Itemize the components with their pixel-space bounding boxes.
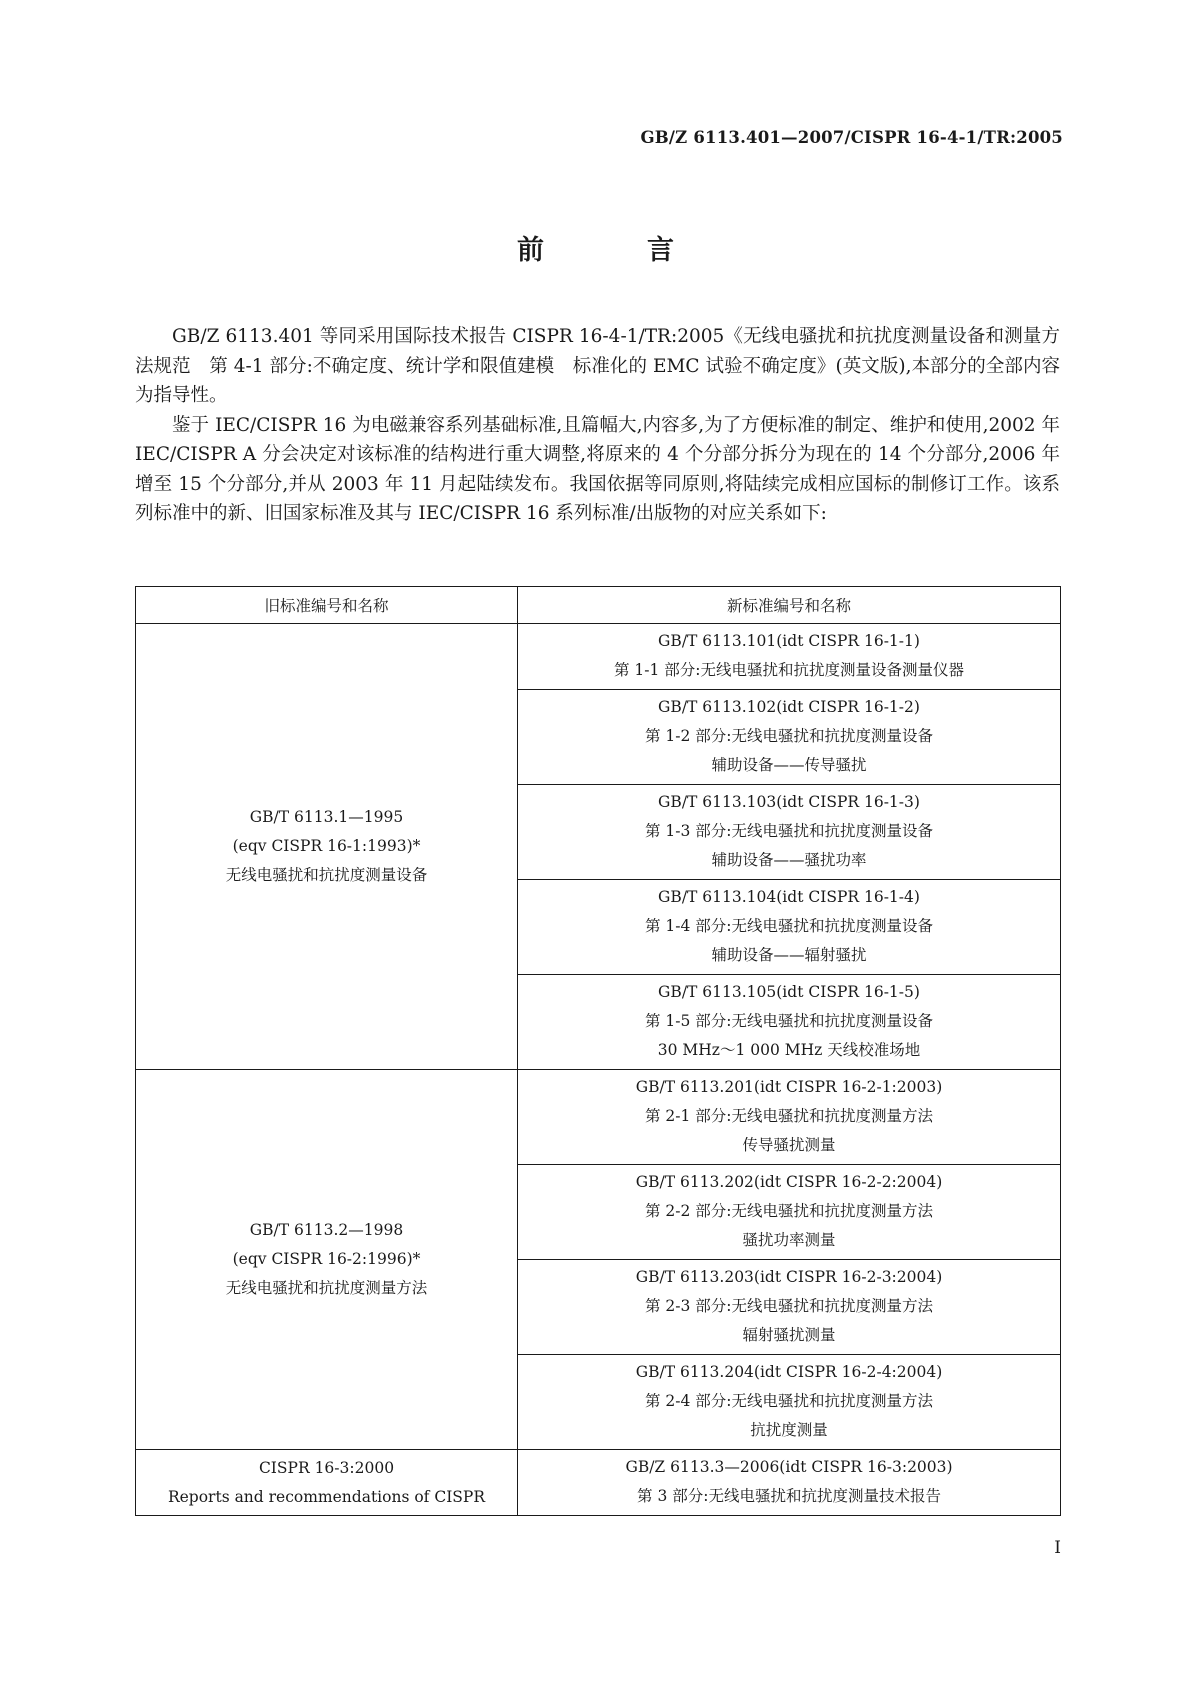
new-standard-number: GB/T 6113.202(idt CISPR 16-2-2:2004): [635, 1173, 943, 1191]
new-standard-cell: [518, 1355, 1061, 1450]
new-standard-cell: [518, 1070, 1061, 1165]
new-standard-cell: [518, 975, 1061, 1070]
new-standard-number: GB/T 6113.105(idt CISPR 16-1-5): [658, 983, 920, 1001]
new-standard-name: 第 2-2 部分:无线电骚扰和抗扰度测量方法: [644, 1202, 934, 1220]
new-standard-cell: [518, 624, 1061, 690]
new-standard-number: GB/T 6113.101(idt CISPR 16-1-1): [658, 632, 920, 650]
new-standard-name: 第 2-4 部分:无线电骚扰和抗扰度测量方法: [644, 1392, 934, 1410]
new-standard-number: GB/T 6113.103(idt CISPR 16-1-3): [658, 793, 920, 811]
old-standard-column-header: 旧标准编号和名称: [136, 587, 518, 624]
new-standard-subtitle: 传导骚扰测量: [742, 1136, 836, 1154]
old-standard-cell: [136, 624, 518, 1070]
new-standard-name: 第 3 部分:无线电骚扰和抗扰度测量技术报告: [637, 1487, 941, 1505]
foreword-body: [135, 322, 1060, 529]
old-standard-number: CISPR 16-3:2000: [258, 1458, 395, 1477]
table-row: [136, 1450, 1061, 1516]
paragraph: GB/Z 6113.401 等同采用国际技术报告 CISPR 16-4-1/TR:2005《无线电骚扰和抗扰度测量设备和测量方法规范 第 4-1 部分:不确定度、统计学和限值建模 标准化的 EMC 试验不确定度》(英文版),本部分的全部内容为指导性。: [135, 326, 1061, 406]
old-standard-name: 无线电骚扰和抗扰度测量方法: [225, 1279, 428, 1297]
new-standard-name: 第 1-4 部分:无线电骚扰和抗扰度测量设备: [644, 917, 934, 935]
new-standard-column-header: 新标准编号和名称: [518, 587, 1061, 624]
new-standard-subtitle: 抗扰度测量: [750, 1421, 828, 1439]
old-standard-name: 无线电骚扰和抗扰度测量设备: [225, 866, 428, 884]
new-standard-cell: [518, 880, 1061, 975]
old-standard-cell: [136, 1450, 518, 1516]
table-row: [136, 624, 1061, 690]
old-standard-equivalence: (eqv CISPR 16-2:1996)*: [232, 1250, 421, 1268]
new-standard-cell: [518, 1165, 1061, 1260]
new-standard-name: 第 2-1 部分:无线电骚扰和抗扰度测量方法: [644, 1107, 934, 1125]
new-standard-cell: [518, 1450, 1061, 1516]
new-standard-number: GB/Z 6113.3—2006(idt CISPR 16-3:2003): [625, 1458, 953, 1476]
new-standard-number: GB/T 6113.203(idt CISPR 16-2-3:2004): [635, 1268, 943, 1286]
paragraph: 鉴于 IEC/CISPR 16 为电磁兼容系列基础标准,且篇幅大,内容多,为了方便标准的制定、维护和使用,2002 年 IEC/CISPR A 分会决定对该标准的结构进行重大调整,将原来的 4 个分部分拆分为现在的 14 个分部分,2006 年增至 15 个分部分,并从 2003 年 11 月起陆续发布。我国依据等同原则,将陆续完成相应国标的制修订工作。该系列标准中的新、旧国家标准及其与 IEC/CISPR 16 系列标准/出版物的对应关系如下:: [135, 414, 1060, 524]
new-standard-number: GB/T 6113.104(idt CISPR 16-1-4): [658, 888, 920, 906]
new-standard-subtitle: 骚扰功率测量: [742, 1231, 836, 1249]
page-number: I: [1054, 1538, 1061, 1558]
table-header-row: [136, 587, 1061, 624]
new-standard-name: 第 1-1 部分:无线电骚扰和抗扰度测量设备测量仪器: [613, 661, 965, 679]
page-header-standard-id: GB/Z 6113.401—2007/CISPR 16-4-1/TR:2005: [640, 128, 1063, 147]
page-title: 前 言: [517, 235, 712, 266]
new-standard-cell: [518, 690, 1061, 785]
new-standard-subtitle: 辅助设备——辐射骚扰: [711, 946, 867, 964]
new-standard-subtitle: 辅助设备——传导骚扰: [711, 756, 867, 774]
new-standard-name: 第 1-2 部分:无线电骚扰和抗扰度测量设备: [644, 727, 934, 745]
table-row: [136, 1070, 1061, 1165]
new-standard-number: GB/T 6113.204(idt CISPR 16-2-4:2004): [635, 1363, 943, 1381]
new-standard-subtitle: 辅助设备——骚扰功率: [711, 851, 867, 869]
old-standard-name: Reports and recommendations of CISPR: [167, 1487, 486, 1506]
new-standard-number: GB/T 6113.201(idt CISPR 16-2-1:2003): [635, 1078, 943, 1096]
old-standard-number: GB/T 6113.2—1998: [249, 1221, 404, 1239]
new-standard-name: 第 2-3 部分:无线电骚扰和抗扰度测量方法: [644, 1297, 934, 1315]
new-standard-cell: [518, 785, 1061, 880]
new-standard-subtitle: 30 MHz～1 000 MHz 天线校准场地: [657, 1041, 921, 1059]
new-standard-name: 第 1-5 部分:无线电骚扰和抗扰度测量设备: [644, 1012, 934, 1030]
new-standard-cell: [518, 1260, 1061, 1355]
new-standard-subtitle: 辐射骚扰测量: [742, 1326, 836, 1344]
old-standard-cell: [136, 1070, 518, 1450]
new-standard-number: GB/T 6113.102(idt CISPR 16-1-2): [658, 698, 920, 716]
old-standard-number: GB/T 6113.1—1995: [249, 808, 404, 826]
standards-correspondence-table: [135, 586, 1061, 1516]
old-standard-equivalence: (eqv CISPR 16-1:1993)*: [232, 837, 421, 855]
new-standard-name: 第 1-3 部分:无线电骚扰和抗扰度测量设备: [644, 822, 934, 840]
